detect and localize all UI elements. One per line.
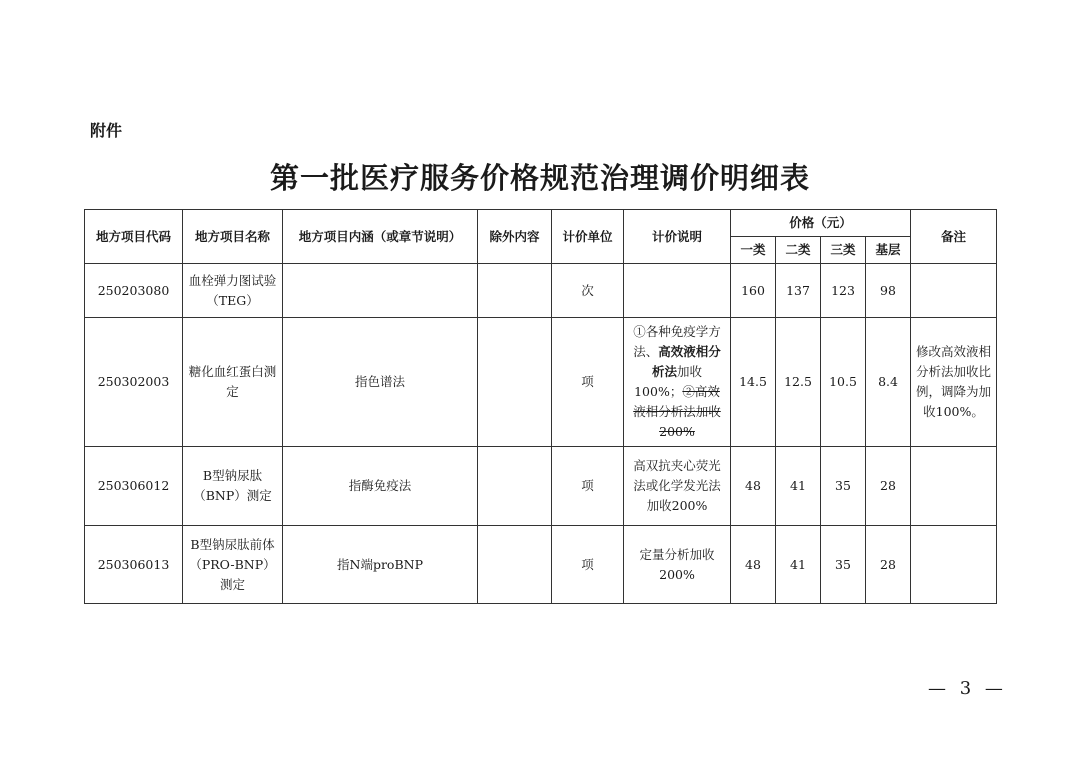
row-excluded <box>478 264 552 318</box>
row-class1: 160 <box>731 264 776 318</box>
row-class3: 10.5 <box>821 318 866 447</box>
row-name: 血栓弹力图试验（TEG） <box>183 264 283 318</box>
row-base: 28 <box>866 447 911 526</box>
header-remark: 备注 <box>911 210 997 264</box>
document-title: 第一批医疗服务价格规范治理调价明细表 <box>269 161 810 195</box>
row-base: 8.4 <box>866 318 911 447</box>
row-class3: 35 <box>821 447 866 526</box>
row-remark <box>911 526 997 604</box>
row-unit: 次 <box>552 264 624 318</box>
row-content <box>283 264 478 318</box>
row-base: 28 <box>866 526 911 604</box>
price-table <box>84 209 997 604</box>
row-content: 指酶免疫法 <box>283 447 478 526</box>
row-class2: 137 <box>776 264 821 318</box>
row-excluded <box>478 318 552 447</box>
table-row <box>85 264 997 318</box>
header-unit: 计价单位 <box>552 210 624 264</box>
row-class1: 14.5 <box>731 318 776 447</box>
desc-part-1: ①各种免疫学方法、 <box>633 324 721 359</box>
table-row <box>85 526 997 604</box>
desc-part-3: 加收100%； <box>634 364 703 399</box>
row-class2: 12.5 <box>776 318 821 447</box>
row-code: 250302003 <box>85 318 183 447</box>
row-unit: 项 <box>552 318 624 447</box>
row-remark <box>911 447 997 526</box>
row-name: 糖化血红蛋白测定 <box>183 318 283 447</box>
table-row <box>85 318 997 447</box>
row-remark: 修改高效液相分析法加收比例，调降为加收100%。 <box>911 318 997 447</box>
row-base: 98 <box>866 264 911 318</box>
row-desc: 高双抗夹心荧光法或化学发光法加收200% <box>624 447 731 526</box>
desc-part-2-bold: 高效液相分析法 <box>651 344 721 379</box>
desc-part-4-strikethrough: ②高效液相分析法加收200% <box>633 384 721 439</box>
header-class3: 三类 <box>821 237 866 264</box>
row-content: 指N端proBNP <box>283 526 478 604</box>
header-desc: 计价说明 <box>624 210 731 264</box>
header-base: 基层 <box>866 237 911 264</box>
row-class3: 123 <box>821 264 866 318</box>
row-remark <box>911 264 997 318</box>
header-code: 地方项目代码 <box>85 210 183 264</box>
header-content: 地方项目内涵（或章节说明） <box>283 210 478 264</box>
row-class2: 41 <box>776 526 821 604</box>
row-desc <box>624 318 731 447</box>
row-class3: 35 <box>821 526 866 604</box>
row-class1: 48 <box>731 447 776 526</box>
row-name: B型钠尿肽（BNP）测定 <box>183 447 283 526</box>
header-name: 地方项目名称 <box>183 210 283 264</box>
row-excluded <box>478 447 552 526</box>
row-unit: 项 <box>552 447 624 526</box>
row-desc <box>624 264 731 318</box>
row-class2: 41 <box>776 447 821 526</box>
row-unit: 项 <box>552 526 624 604</box>
row-content: 指色谱法 <box>283 318 478 447</box>
row-code: 250306012 <box>85 447 183 526</box>
row-desc: 定量分析加收200% <box>624 526 731 604</box>
row-excluded <box>478 526 552 604</box>
attachment-label: 附件 <box>90 121 123 140</box>
row-code: 250306013 <box>85 526 183 604</box>
header-price-group: 价格（元） <box>731 210 911 237</box>
row-name: B型钠尿肽前体（PRO-BNP）测定 <box>183 526 283 604</box>
header-row <box>85 210 997 237</box>
row-class1: 48 <box>731 526 776 604</box>
header-class1: 一类 <box>731 237 776 264</box>
table-row <box>85 447 997 526</box>
header-excluded: 除外内容 <box>478 210 552 264</box>
page-number: — 3 — <box>928 678 1007 699</box>
header-class2: 二类 <box>776 237 821 264</box>
row-code: 250203080 <box>85 264 183 318</box>
